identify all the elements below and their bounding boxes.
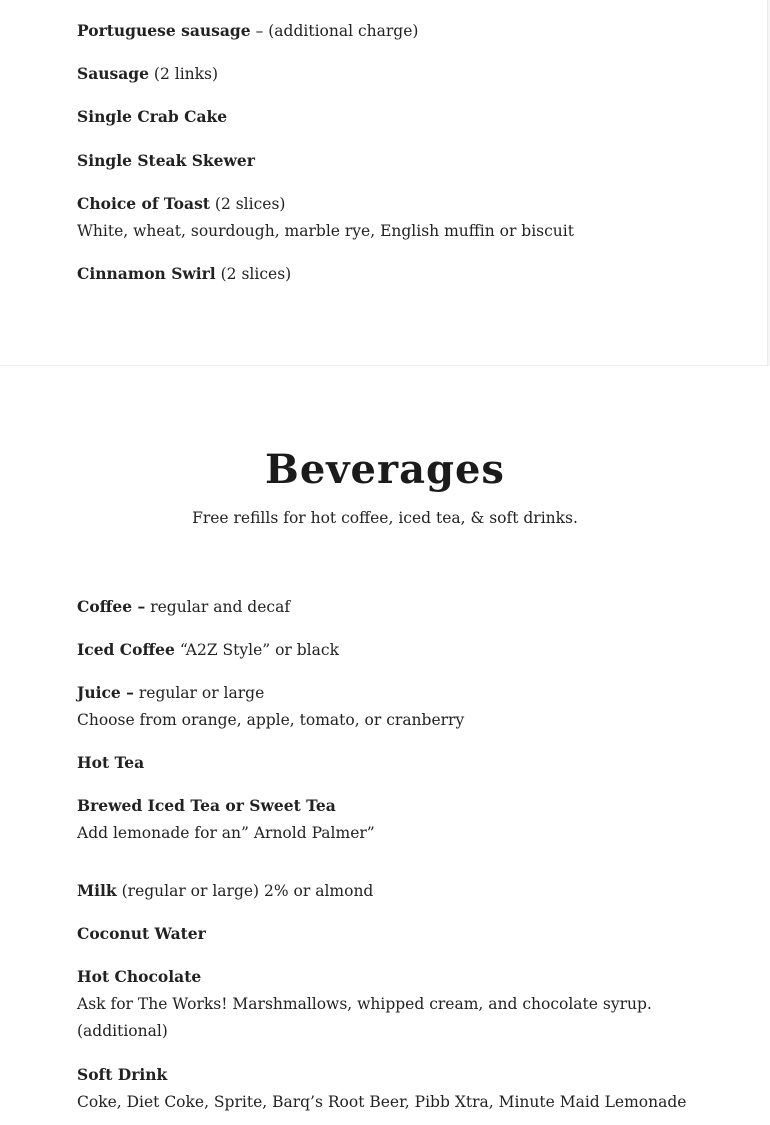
menu-item <box>77 260 291 288</box>
menu-item-description: Ask for The Works! Marshmallows, whipped cream, and chocolate syrup. <box>77 995 652 1013</box>
menu-item-name: Choice of Toast <box>77 194 210 213</box>
menu-item-name: Hot Chocolate <box>77 967 202 986</box>
menu-item <box>77 147 255 175</box>
menu-item-note: “A2Z Style” or black <box>174 641 339 659</box>
menu-item <box>77 1061 686 1116</box>
menu-item-note: (2 slices) <box>215 265 292 283</box>
menu-item-name: Sausage <box>77 64 149 83</box>
menu-item-name: Portuguese sausage <box>77 21 251 40</box>
menu-item-name: Coconut Water <box>77 924 206 943</box>
menu-item <box>77 593 290 621</box>
menu-item <box>77 190 574 245</box>
menu-item-name: Brewed Iced Tea or Sweet Tea <box>77 796 336 815</box>
menu-item-name: Juice – <box>77 683 134 702</box>
menu-item-name: Soft Drink <box>77 1065 168 1084</box>
menu-item-description: Coke, Diet Coke, Sprite, Barq’s Root Beer, Pibb Xtra, Minute Maid Lemonade <box>77 1093 687 1111</box>
menu-item-description: White, wheat, sourdough, marble rye, English muffin or biscuit <box>77 222 574 240</box>
menu-item-note: regular and decaf <box>145 598 291 616</box>
section-title: Beverages <box>265 446 505 493</box>
menu-item-description: Add lemonade for an” Arnold Palmer” <box>77 824 375 842</box>
menu-item <box>77 877 373 905</box>
menu-item-name: Hot Tea <box>77 753 145 772</box>
menu-item <box>77 60 218 88</box>
menu-item-note: (regular or large) 2% or almond <box>116 882 374 900</box>
menu-item-name: Milk <box>77 881 117 900</box>
menu-item <box>77 792 375 847</box>
menu-item-note: regular or large <box>133 684 265 702</box>
menu-item-description: (additional) <box>77 1022 168 1040</box>
menu-item-name: Cinnamon Swirl <box>77 264 216 283</box>
menu-item-note: (2 slices) <box>209 195 286 213</box>
menu-item-name: Single Crab Cake <box>77 107 228 126</box>
section-subtitle: Free refills for hot coffee, iced tea, & soft drinks. <box>192 509 578 527</box>
menu-item-name: Iced Coffee <box>77 640 175 659</box>
menu-item-note: (2 links) <box>148 65 219 83</box>
menu-item <box>77 679 464 734</box>
menu-item <box>77 17 418 45</box>
menu-item-note: – (additional charge) <box>250 22 419 40</box>
menu-item <box>77 636 339 664</box>
menu-item <box>77 963 652 1045</box>
menu-item <box>77 749 144 777</box>
menu-item-name: Single Steak Skewer <box>77 151 255 170</box>
menu-item-description: Choose from orange, apple, tomato, or cranberry <box>77 711 465 729</box>
menu-item <box>77 103 227 131</box>
menu-item <box>77 920 206 948</box>
sides-card <box>0 0 768 366</box>
menu-item-name: Coffee – <box>77 597 146 616</box>
